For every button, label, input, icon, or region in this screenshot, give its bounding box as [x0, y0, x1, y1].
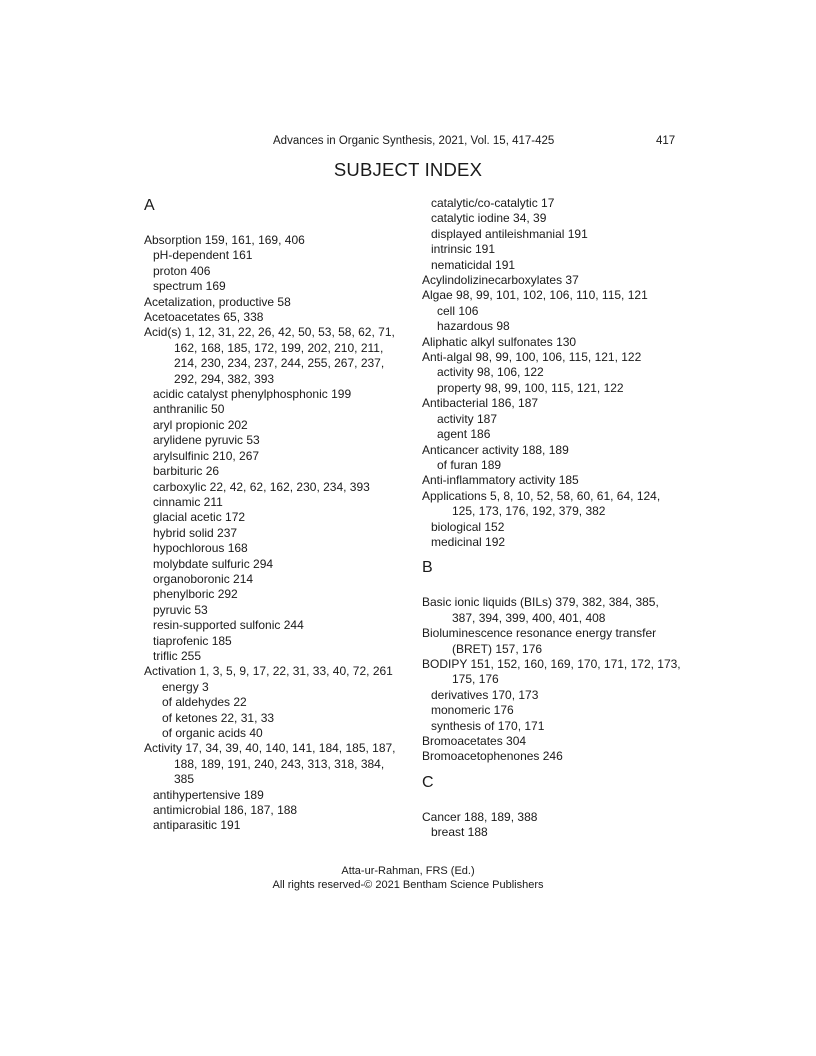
index-subentry: proton 406: [153, 263, 211, 278]
section-spacer: [422, 550, 684, 558]
index-subentry: of furan 189: [437, 457, 502, 472]
index-subentry: arylsulfinic 210, 267: [153, 448, 260, 463]
section-spacer: [422, 578, 684, 595]
index-subentry: arylidene pyruvic 53: [153, 433, 260, 448]
index-subentry: hypochlorous 168: [153, 541, 248, 556]
index-subentry: antihypertensive 189: [153, 787, 264, 802]
index-subentry: catalytic iodine 34, 39: [431, 211, 547, 226]
copyright-line: All rights reserved-© 2021 Bentham Science Publishers: [272, 879, 544, 891]
index-subentry: energy 3: [162, 679, 209, 694]
index-subentry: organoboronic 214: [153, 571, 254, 586]
index-subentry: molybdate sulfuric 294: [153, 556, 274, 571]
index-entry: Acylindolizinecarboxylates 37: [422, 273, 579, 288]
journal-citation: Advances in Organic Synthesis, 2021, Vol. 15, 417-425: [273, 135, 555, 147]
editor-line: Atta-ur-Rahman, FRS (Ed.): [341, 865, 475, 877]
index-subentry: intrinsic 191: [431, 242, 496, 257]
index-entry: Aliphatic alkyl sulfonates 130: [422, 334, 577, 349]
index-subentry: tiaprofenic 185: [153, 633, 232, 648]
index-entry: Acetalization, productive 58: [144, 294, 291, 309]
index-subentry: acidic catalyst phenylphosphonic 199: [153, 387, 352, 402]
index-entry: Activity 17, 34, 39, 40, 140, 141, 184, 185, 187, 188, 189, 191, 240, 243, 313, 318, 384, 385: [144, 741, 396, 787]
index-subentry: anthranilic 50: [153, 402, 225, 417]
index-subentry: aryl propionic 202: [153, 417, 248, 432]
index-subentry: phenylboric 292: [153, 587, 238, 602]
index-entry: BODIPY 151, 152, 160, 169, 170, 171, 172, 173, 175, 176: [422, 656, 681, 687]
index-subentry: pyruvic 53: [153, 602, 208, 617]
index-subentry: glacial acetic 172: [153, 510, 246, 525]
index-subentry: monomeric 176: [431, 703, 514, 718]
index-subentry: hybrid solid 237: [153, 525, 238, 540]
index-subentry: synthesis of 170, 171: [431, 718, 545, 733]
index-entry: Bromoacetophenones 246: [422, 749, 563, 764]
index-subentry: antiparasitic 191: [153, 818, 241, 833]
index-column-left: [144, 196, 406, 834]
index-entry: Anticancer activity 188, 189: [422, 442, 569, 457]
index-subentry: biological 152: [431, 519, 505, 534]
index-entry: Bioluminescence resonance energy transfer (BRET) 157, 176: [422, 626, 657, 656]
index-entry: Antibacterial 186, 187: [422, 396, 539, 411]
running-header: [0, 133, 816, 149]
index-subentry: carboxylic 22, 42, 62, 162, 230, 234, 393: [153, 479, 370, 494]
index-subentry: property 98, 99, 100, 115, 121, 122: [437, 380, 624, 395]
page-title: SUBJECT INDEX: [333, 159, 483, 180]
index-subentry: agent 186: [437, 427, 491, 442]
section-letter: C: [422, 773, 434, 791]
index-subentry: activity 98, 106, 122: [437, 365, 544, 380]
index-subentry: activity 187: [437, 411, 498, 426]
index-subentry: spectrum 169: [153, 279, 226, 294]
index-entry: Bromoacetates 304: [422, 734, 527, 748]
index-subentry: displayed antileishmanial 191: [431, 226, 588, 241]
index-entry: Anti-inflammatory activity 185: [422, 473, 579, 488]
index-subentry: resin-supported sulfonic 244: [153, 618, 304, 633]
index-subentry: triflic 255: [153, 648, 202, 663]
index-subentry: of ketones 22, 31, 33: [162, 710, 275, 725]
page-number: 417: [656, 135, 676, 147]
index-subentry: medicinal 192: [431, 534, 506, 549]
index-subentry: derivatives 170, 173: [431, 687, 539, 702]
index-entry: Applications 5, 8, 10, 52, 58, 60, 61, 64, 124, 125, 173, 176, 192, 379, 382: [422, 488, 661, 519]
index-subentry: breast 188: [431, 825, 488, 840]
section-spacer: [422, 793, 684, 810]
index-entry: Activation 1, 3, 5, 9, 17, 22, 31, 33, 40, 72, 261: [144, 664, 393, 679]
section-letter: A: [144, 197, 155, 214]
index-subentry: of aldehydes 22: [162, 695, 247, 710]
index-subentry: nematicidal 191: [431, 257, 516, 272]
index-entry: Cancer 188, 189, 388: [422, 809, 538, 824]
index-subentry: catalytic/co-catalytic 17: [431, 196, 555, 210]
index-subentry: antimicrobial 186, 187, 188: [153, 803, 298, 818]
index-entry: Acid(s) 1, 12, 31, 22, 26, 42, 50, 53, 58, 62, 71, 162, 168, 185, 172, 199, 202, 210, 211, 214, 230, 234, 237, 244, 255, 267, 237, 292, 294, 382, 393: [144, 325, 395, 386]
index-subentry: barbituric 26: [153, 464, 220, 479]
index-entry: Algae 98, 99, 101, 102, 106, 110, 115, 121: [422, 288, 648, 303]
index-subentry: cinnamic 211: [153, 494, 223, 509]
index-entry: Absorption 159, 161, 169, 406: [144, 233, 305, 247]
index-subentry: cell 106: [437, 303, 479, 318]
page-footer: [0, 864, 816, 892]
index-entry: Basic ionic liquids (BILs) 379, 382, 384, 385, 387, 394, 399, 400, 401, 408: [422, 595, 659, 625]
index-subentry: pH-dependent 161: [153, 248, 253, 263]
section-spacer: [422, 765, 684, 773]
index-subentry: hazardous 98: [437, 319, 510, 334]
index-entry: Anti-algal 98, 99, 100, 106, 115, 121, 122: [422, 350, 642, 365]
section-spacer: [144, 216, 406, 233]
section-letter: B: [422, 559, 433, 577]
index-subentry: of organic acids 40: [162, 726, 263, 740]
index-entry: Acetoacetates 65, 338: [144, 310, 264, 325]
index-column-right: [422, 196, 684, 841]
